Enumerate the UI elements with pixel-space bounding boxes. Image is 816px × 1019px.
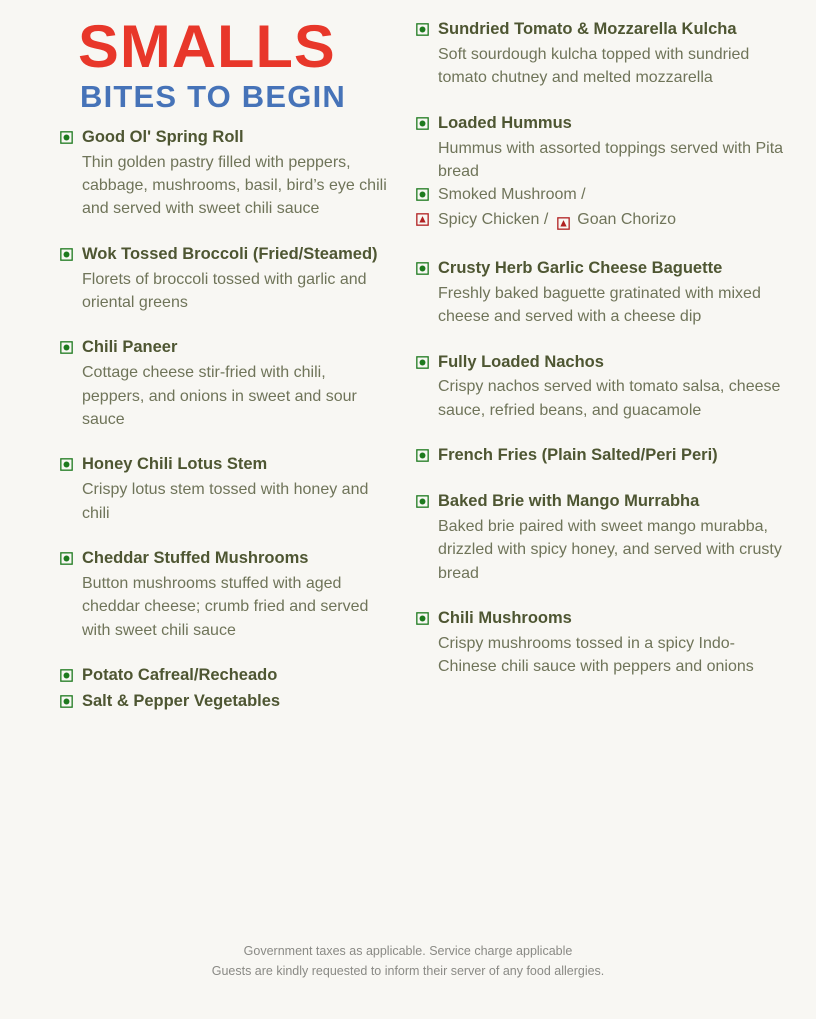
- menu-footer: [0, 942, 816, 981]
- menu-item-description: Freshly baked baguette gratinated with mixed cheese and served with a cheese dip: [438, 284, 761, 326]
- menu-item-description: Soft sourdough kulcha topped with sundried tomato chutney and melted mozzarella: [438, 45, 750, 87]
- menu-item-option-row: [438, 208, 788, 233]
- menu-item-name: Cheddar Stuffed Mushrooms: [82, 548, 309, 567]
- menu-item: [416, 607, 788, 679]
- menu-item: [60, 336, 388, 431]
- veg-marker-icon: [416, 23, 429, 36]
- menu-item-body: [82, 336, 388, 431]
- veg-marker-icon: [416, 356, 429, 369]
- menu-masthead: [60, 13, 388, 114]
- menu-item: [416, 490, 788, 585]
- veg-marker-icon: [60, 695, 73, 708]
- menu-item-description: Cottage cheese stir-fried with chili, peppers, and onions in sweet and sour sauce: [82, 364, 357, 428]
- menu-item-name: Potato Cafreal/Recheado: [82, 665, 278, 684]
- menu-item-option-label: Smoked Mushroom /: [438, 186, 586, 204]
- menu-item-option-label: Goan Chorizo: [577, 211, 676, 229]
- menu-item-body: [438, 112, 788, 184]
- veg-marker-icon: [60, 341, 73, 354]
- menu-column-left: [22, 13, 394, 716]
- veg-marker-icon: [60, 669, 73, 682]
- menu-item-body: [82, 690, 388, 714]
- menu-item-name: Loaded Hummus: [438, 113, 572, 132]
- menu-item-body: [438, 444, 788, 468]
- nonveg-marker-icon: [557, 214, 570, 227]
- menu-item-body: [438, 351, 788, 423]
- menu-item-description: Florets of broccoli tossed with garlic and oriental greens: [82, 270, 367, 311]
- menu-item: [60, 664, 388, 688]
- page-title: SMALLS: [78, 13, 336, 80]
- footer-taxes-note: Government taxes as applicable. Service charge applicable: [243, 944, 573, 959]
- menu-columns: [22, 13, 794, 933]
- menu-item: [416, 257, 788, 329]
- menu-item: [416, 18, 788, 90]
- menu-item-description: Thin golden pastry filled with peppers, cabbage, mushrooms, basil, bird’s eye chili and served with sweet chili sauce: [82, 153, 387, 218]
- menu-item: [416, 444, 788, 468]
- menu-item: [60, 690, 388, 714]
- veg-marker-icon: [416, 117, 429, 130]
- menu-item-body: [438, 18, 788, 90]
- menu-item-body: [438, 490, 788, 585]
- veg-marker-icon: [416, 188, 429, 201]
- menu-item: [60, 126, 388, 221]
- menu-item-name: Crusty Herb Garlic Cheese Baguette: [438, 258, 723, 277]
- nonveg-marker-icon: [416, 213, 429, 226]
- menu-item-description: Crispy mushrooms tossed in a spicy Indo-Chinese chili sauce with peppers and onions: [438, 635, 754, 676]
- menu-item-option: [416, 208, 788, 233]
- menu-item-body: [438, 257, 788, 329]
- footer-allergy-note: Guests are kindly requested to inform their server of any food allergies.: [211, 963, 605, 978]
- menu-item-description: Crispy lotus stem tossed with honey and chili: [82, 481, 369, 522]
- menu-item-name: Good Ol' Spring Roll: [82, 127, 244, 146]
- veg-marker-icon: [60, 131, 73, 144]
- menu-item-name: Honey Chili Lotus Stem: [82, 455, 268, 474]
- page-subtitle: BITES TO BEGIN: [80, 78, 346, 114]
- menu-item-body: [82, 126, 388, 221]
- veg-marker-icon: [60, 458, 73, 471]
- menu-item-name: Salt & Pepper Vegetables: [82, 691, 281, 710]
- menu-column-right: [394, 18, 794, 701]
- veg-marker-icon: [416, 612, 429, 625]
- menu-item-description: Baked brie paired with sweet mango murabba, drizzled with spicy honey, and served with crusty bread: [438, 518, 782, 582]
- veg-marker-icon: [416, 262, 429, 275]
- menu-item: [416, 351, 788, 423]
- menu-item: [60, 547, 388, 642]
- menu-item-option: [416, 183, 788, 208]
- menu-item-option-label: Spicy Chicken /: [438, 211, 549, 229]
- menu-item-body: [82, 547, 388, 642]
- menu-item-name: Fully Loaded Nachos: [438, 352, 604, 371]
- veg-marker-icon: [60, 248, 73, 261]
- menu-item-name: Baked Brie with Mango Murrabha: [438, 492, 700, 511]
- menu-item-name: Chili Mushrooms: [438, 609, 572, 628]
- menu-item-description: Crispy nachos served with tomato salsa, cheese sauce, refried beans, and guacamole: [438, 378, 781, 419]
- menu-item-description: Button mushrooms stuffed with aged cheddar cheese; crumb fried and served with sweet chili sauce: [82, 574, 369, 639]
- veg-marker-icon: [416, 449, 429, 462]
- menu-item: [60, 453, 388, 525]
- menu-item-body: [82, 664, 388, 688]
- menu-item-body: [82, 243, 388, 315]
- menu-item-name: French Fries (Plain Salted/Peri Peri): [438, 446, 718, 465]
- menu-item: [60, 243, 388, 315]
- veg-marker-icon: [60, 552, 73, 565]
- menu-item-option-body: [438, 208, 788, 233]
- menu-item-name: Sundried Tomato & Mozzarella Kulcha: [438, 20, 737, 38]
- menu-item-name: Wok Tossed Broccoli (Fried/Steamed): [82, 244, 378, 263]
- menu-item: [416, 112, 788, 184]
- menu-item-option-body: [438, 183, 788, 208]
- menu-item-description: Hummus with assorted toppings served with Pita bread: [438, 139, 784, 180]
- menu-item-name: Chili Paneer: [82, 338, 178, 357]
- menu-item-body: [82, 453, 388, 525]
- menu-item-body: [438, 607, 788, 679]
- veg-marker-icon: [416, 495, 429, 508]
